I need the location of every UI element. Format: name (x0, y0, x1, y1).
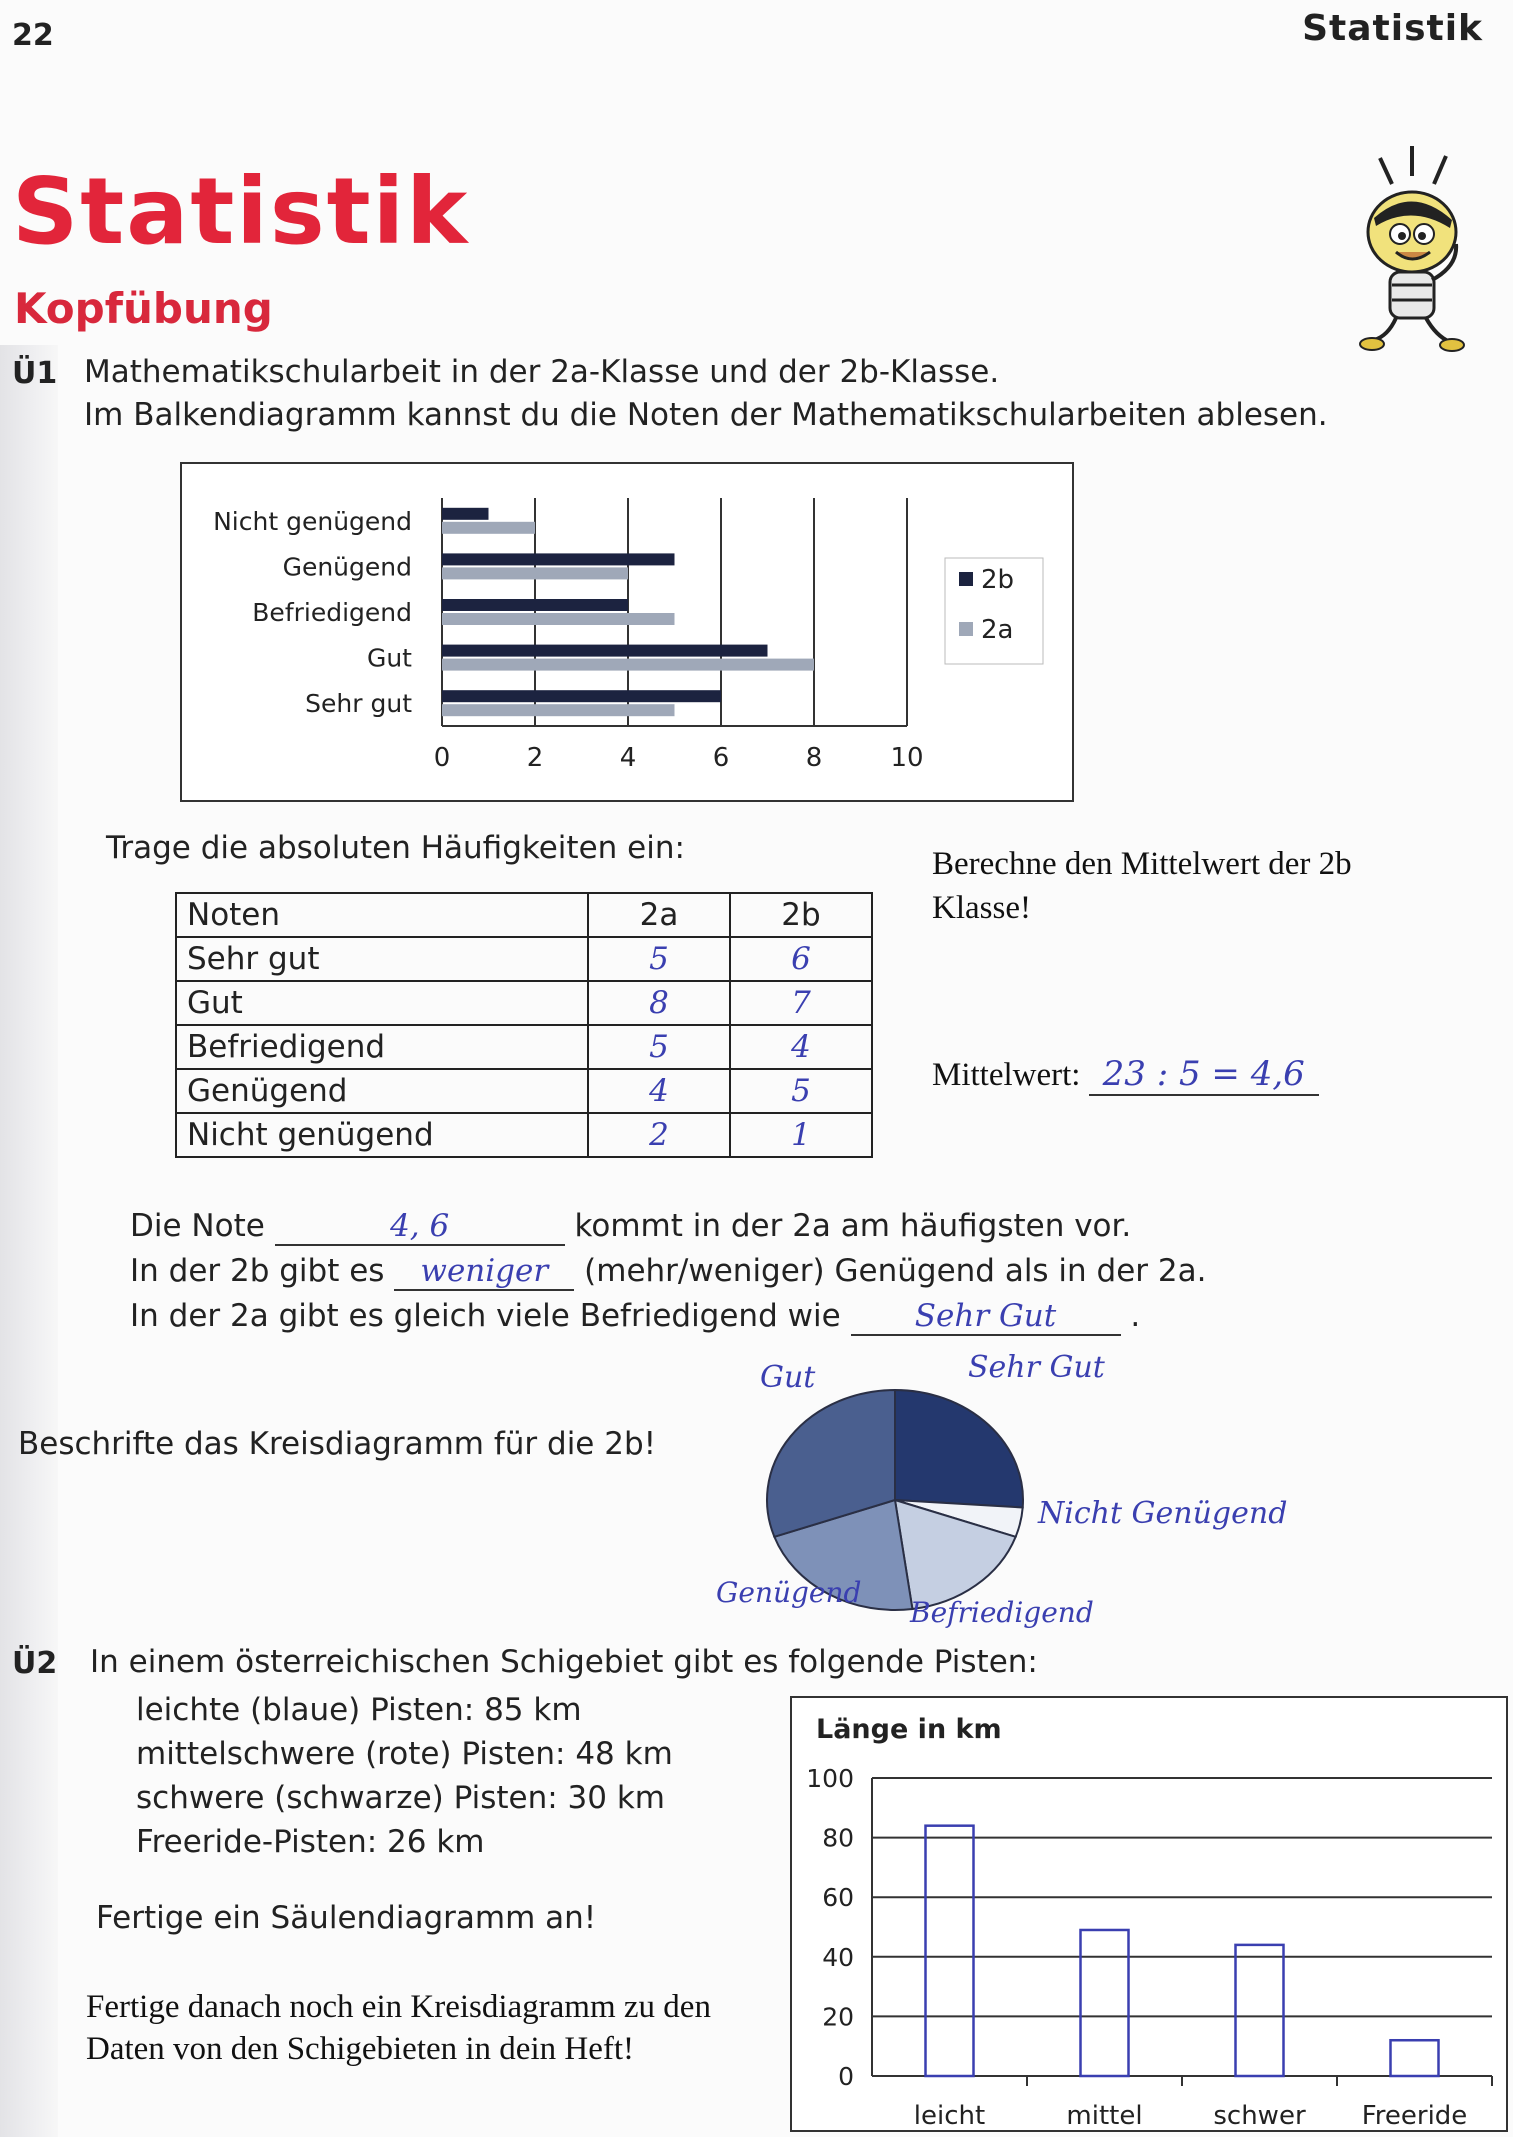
row-2a-value: 5 (588, 937, 730, 981)
bar-2b (442, 508, 489, 520)
category-label: Nicht genügend (213, 506, 412, 536)
bar-2a (442, 567, 628, 579)
sentence-2-post: (mehr/weniger) Genügend als in der 2a. (584, 1253, 1207, 1289)
piste-column-chart (790, 1696, 1508, 2132)
header-topic: Statistik (1302, 8, 1483, 49)
tick-label: 4 (619, 743, 637, 773)
list-item: mittelschwere (rote) Pisten: 48 km (136, 1736, 673, 1772)
list-item: schwere (schwarze) Pisten: 30 km (136, 1780, 665, 1816)
sentence-1-post: kommt in der 2a am häufigsten vor. (574, 1208, 1132, 1244)
category-label: Genügend (282, 552, 412, 582)
sentence-2 (130, 1253, 1206, 1291)
grades-table (175, 892, 873, 1158)
table-header-noten: Noten (176, 893, 588, 937)
legend-swatch (959, 622, 973, 636)
list-item: leichte (blaue) Pisten: 85 km (136, 1692, 582, 1728)
tick-label: 0 (433, 743, 451, 773)
category-label: leicht (913, 2101, 986, 2131)
sentence-1-pre: Die Note (130, 1208, 265, 1244)
bar-2b (442, 553, 675, 565)
tick-label: 8 (805, 743, 823, 773)
exercise-number-u1: Ü1 (12, 356, 58, 391)
category-label: Sehr gut (305, 689, 412, 719)
tick-label: 100 (806, 1764, 854, 1793)
bar-2b (442, 599, 628, 611)
exercise-u2-intro: In einem österreichischen Schigebiet gibt es folgende Pisten: (90, 1644, 1038, 1680)
mean-row (932, 1054, 1319, 1096)
sentence-3 (130, 1298, 1140, 1336)
table-row (176, 937, 872, 981)
table-row (176, 1069, 872, 1113)
table-instruction: Trage die absoluten Häufigkeiten ein: (106, 830, 685, 866)
row-2b-value: 7 (730, 981, 872, 1025)
pie-label-genuegend: Genügend (716, 1576, 862, 1609)
page-number: 22 (12, 18, 54, 53)
sentence-1 (130, 1208, 1131, 1246)
sentence-3-pre: In der 2a gibt es gleich viele Befriedigend wie (130, 1298, 841, 1334)
pie-label-sehr-gut: Sehr Gut (968, 1350, 1105, 1385)
bar-2a (442, 613, 675, 625)
u2-task-2: Fertige danach noch ein Kreisdiagramm zu den Daten von den Schigebieten in dein Heft! (86, 1989, 711, 2067)
tick-label: 2 (526, 743, 544, 773)
page-title: Statistik (12, 158, 470, 265)
bar-2a (442, 704, 675, 716)
pie-label-befriedigend: Befriedigend (910, 1596, 1094, 1629)
legend-label: 2a (981, 615, 1014, 645)
table-row (176, 1025, 872, 1069)
table-header-row (176, 893, 872, 937)
bar-2b (442, 645, 768, 657)
row-2a-value: 5 (588, 1025, 730, 1069)
category-label: mittel (1066, 2101, 1143, 2131)
row-name: Gut (176, 981, 588, 1025)
table-header-2b: 2b (730, 893, 872, 937)
exercise-u1-line2: Im Balkendiagramm kannst du die Noten der Mathematikschularbeiten ablesen. (84, 397, 1328, 433)
table-row (176, 981, 872, 1025)
tick-label: 6 (712, 743, 730, 773)
tick-label: 20 (822, 2002, 854, 2032)
row-name: Sehr gut (176, 937, 588, 981)
tick-label: 80 (822, 1823, 854, 1853)
hand-drawn-bar (926, 1826, 974, 2076)
exercise-u1-line1: Mathematikschularbeit in der 2a-Klasse und der 2b-Klasse. (84, 354, 1000, 390)
row-2b-value: 5 (730, 1069, 872, 1113)
tick-label: 40 (822, 1942, 854, 1972)
sentence-2-answer: weniger (394, 1253, 574, 1291)
pie-label-nicht-genuegend: Nicht Genügend (1038, 1496, 1288, 1531)
table-row (176, 1113, 872, 1157)
section-subtitle: Kopfübung (14, 284, 273, 333)
category-label: Freeride (1361, 2101, 1468, 2131)
row-2b-value: 1 (730, 1113, 872, 1157)
hand-drawn-bar (1391, 2040, 1439, 2076)
sentence-3-answer: Sehr Gut (851, 1298, 1121, 1336)
tick-label: 0 (838, 2062, 854, 2091)
page-margin-strip (0, 345, 58, 2137)
tick-label: 10 (890, 743, 924, 773)
list-item: Freeride-Pisten: 26 km (136, 1824, 485, 1860)
exercise-number-u2: Ü2 (12, 1646, 58, 1681)
category-label: schwer (1213, 2101, 1306, 2131)
column-chart-title: Länge in km (816, 1714, 1002, 1745)
row-2b-value: 6 (730, 937, 872, 981)
legend-swatch (959, 572, 973, 586)
sentence-2-pre: In der 2b gibt es (130, 1253, 385, 1289)
row-2b-value: 4 (730, 1025, 872, 1069)
lightbulb-mascot-icon (1340, 140, 1480, 360)
sentence-3-post: . (1130, 1298, 1141, 1334)
u2-task-1: Fertige ein Säulendiagramm an! (96, 1900, 597, 1936)
category-label: Gut (366, 643, 412, 673)
bar-2b (442, 690, 721, 702)
pie-instruction: Beschrifte das Kreisdiagramm für die 2b! (18, 1426, 657, 1462)
category-label: Befriedigend (252, 598, 412, 627)
hand-drawn-bar (1081, 1930, 1129, 2076)
bar-2a (442, 522, 535, 534)
sentence-1-answer: 4, 6 (275, 1208, 565, 1246)
row-2a-value: 4 (588, 1069, 730, 1113)
pie-label-gut: Gut (760, 1360, 816, 1395)
row-name: Genügend (176, 1069, 588, 1113)
grades-bar-chart (180, 462, 1074, 802)
mean-question: Berechne den Mittelwert der 2b Klasse! (932, 846, 1352, 926)
row-2a-value: 2 (588, 1113, 730, 1157)
row-name: Nicht genügend (176, 1113, 588, 1157)
pie-slice (895, 1390, 1023, 1508)
piste-list (136, 1688, 673, 1864)
legend-label: 2b (981, 565, 1015, 595)
tick-label: 60 (822, 1883, 854, 1913)
bar-2a (442, 659, 814, 671)
mean-answer: 23 : 5 = 4,6 (1089, 1054, 1319, 1096)
row-2a-value: 8 (588, 981, 730, 1025)
hand-drawn-bar (1236, 1945, 1284, 2076)
row-name: Befriedigend (176, 1025, 588, 1069)
table-header-2a: 2a (588, 893, 730, 937)
mean-label: Mittelwert: (932, 1057, 1081, 1093)
